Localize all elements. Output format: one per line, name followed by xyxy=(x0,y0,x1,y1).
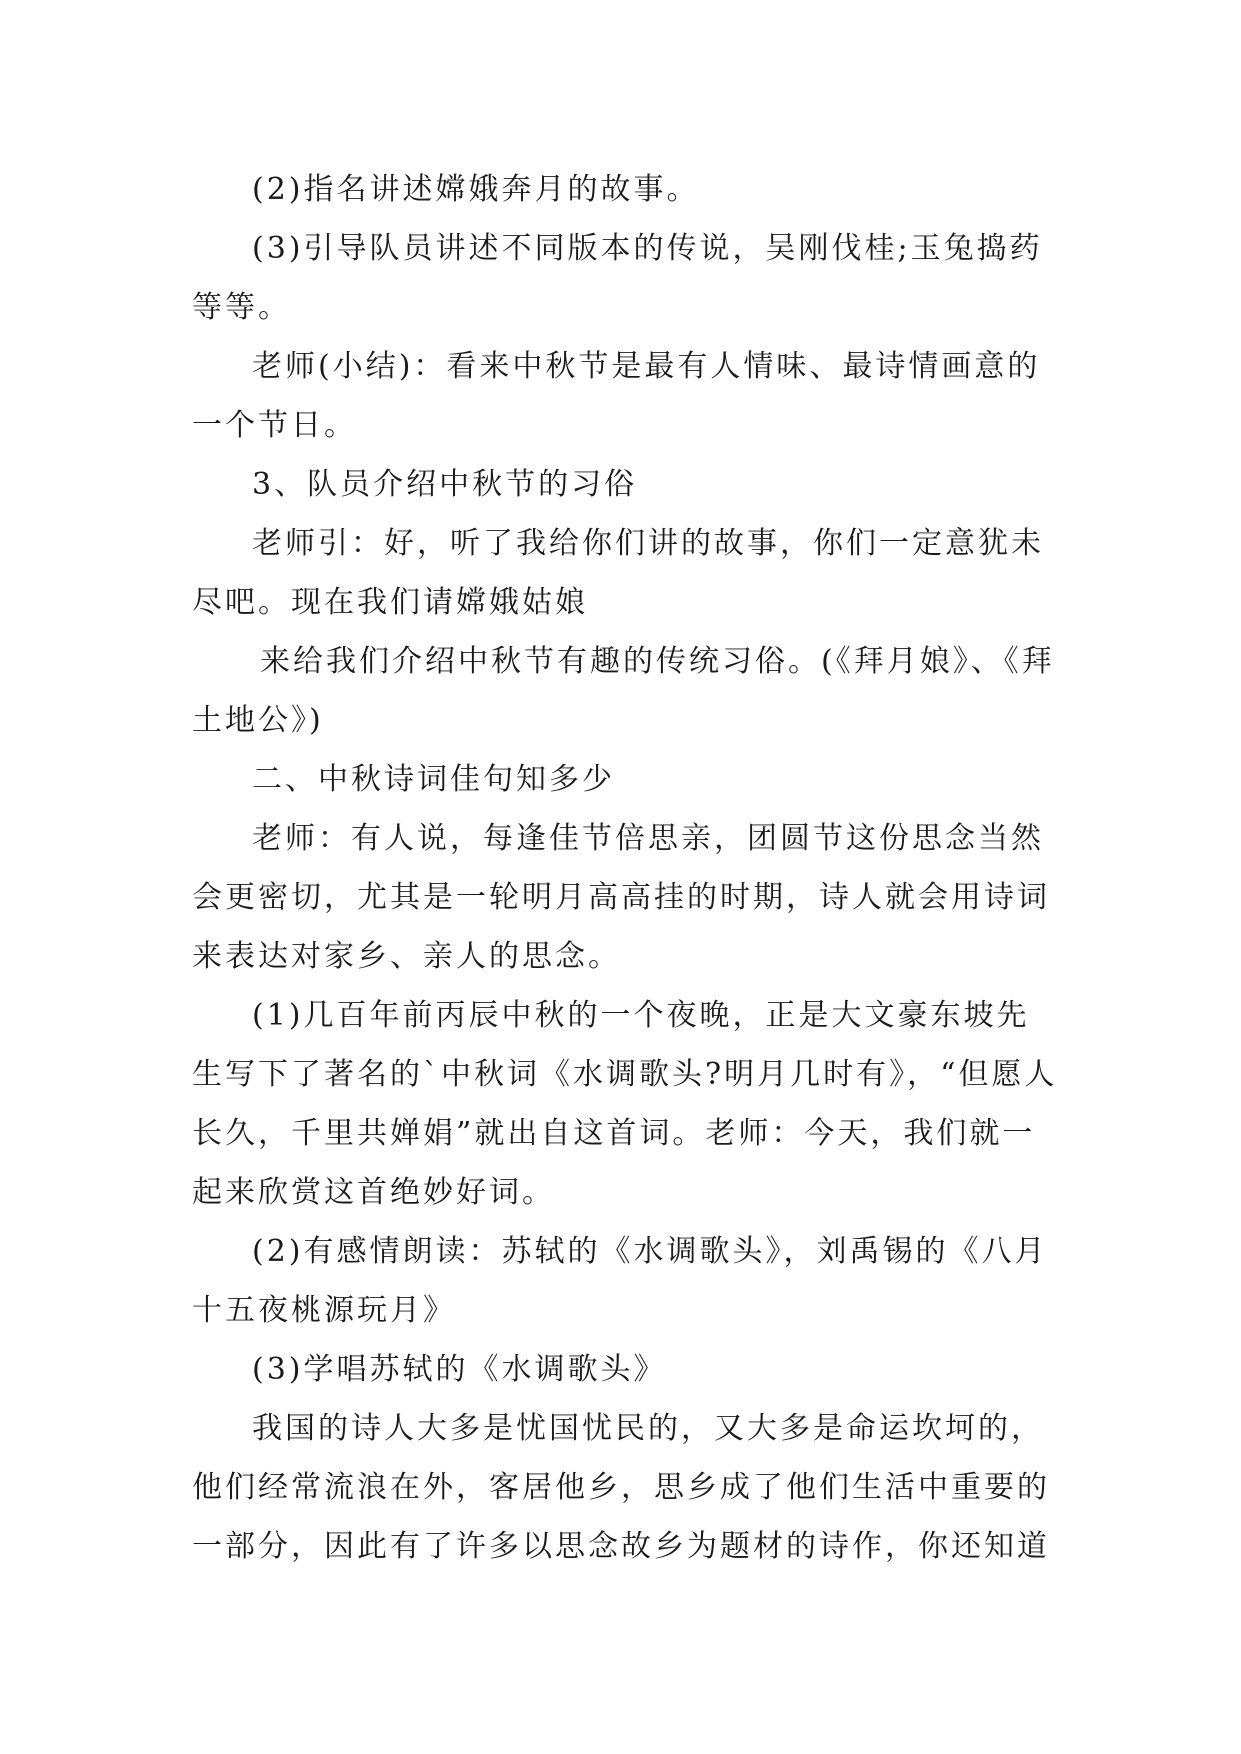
paragraph-teacher-poetry: 老师：有人说，每逢佳节倍思亲，团圆节这份思念当然会更密切，尤其是一轮明月高高挂的时期，诗人就会用诗词来表达对家乡、亲人的思念。 xyxy=(192,821,1050,974)
paragraph-retell-change-story: (2)指名讲述嫦娥奔月的故事。 xyxy=(252,172,700,207)
paragraph-poets-homesick: 我国的诗人大多是忧国忧民的，又大多是命运坎坷的，他们经常流浪在外，客居他乡，思乡成了他们生活中重要的一部分，因此有了许多以思念故乡为题材的诗作，你还知道 xyxy=(192,1411,1050,1564)
paragraph-teacher-summary: 老师(小结)：看来中秋节是最有人情味、最诗情画意的一个节日。 xyxy=(192,349,1041,443)
paragraph-recitation: (2)有感情朗读：苏轼的《水调歌头》，刘禹锡的《八月十五夜桃源玩月》 xyxy=(192,1234,1048,1328)
paragraph-su-shi-poem: (1)几百年前丙辰中秋的一个夜晚，正是大文豪东坡先生写下了著名的`中秋词《水调歌头?明月几时有》，“但愿人长久，千里共婵娟”就出自这首词。老师：今天，我们就一起来欣赏这首绝妙好词。 xyxy=(192,998,1058,1210)
section-heading-poetry: 二、中秋诗词佳句知多少 xyxy=(252,762,615,797)
paragraph-teacher-intro: 老师引：好，听了我给你们讲的故事，你们一定意犹未尽吧。现在我们请嫦娥姑娘 xyxy=(192,526,1044,620)
paragraph-customs-intro: 来给我们介绍中秋节有趣的传统习俗。(《拜月娘》、《拜土地公》) xyxy=(192,644,1055,738)
paragraph-sing-poem: (3)学唱苏轼的《水调歌头》 xyxy=(252,1352,667,1387)
section-heading-customs: 3、队员介绍中秋节的习俗 xyxy=(252,467,638,502)
document-body xyxy=(192,160,1062,1576)
paragraph-legend-versions: (3)引导队员讲述不同版本的传说，吴刚伐桂;玉兔捣药等等。 xyxy=(192,231,1043,325)
